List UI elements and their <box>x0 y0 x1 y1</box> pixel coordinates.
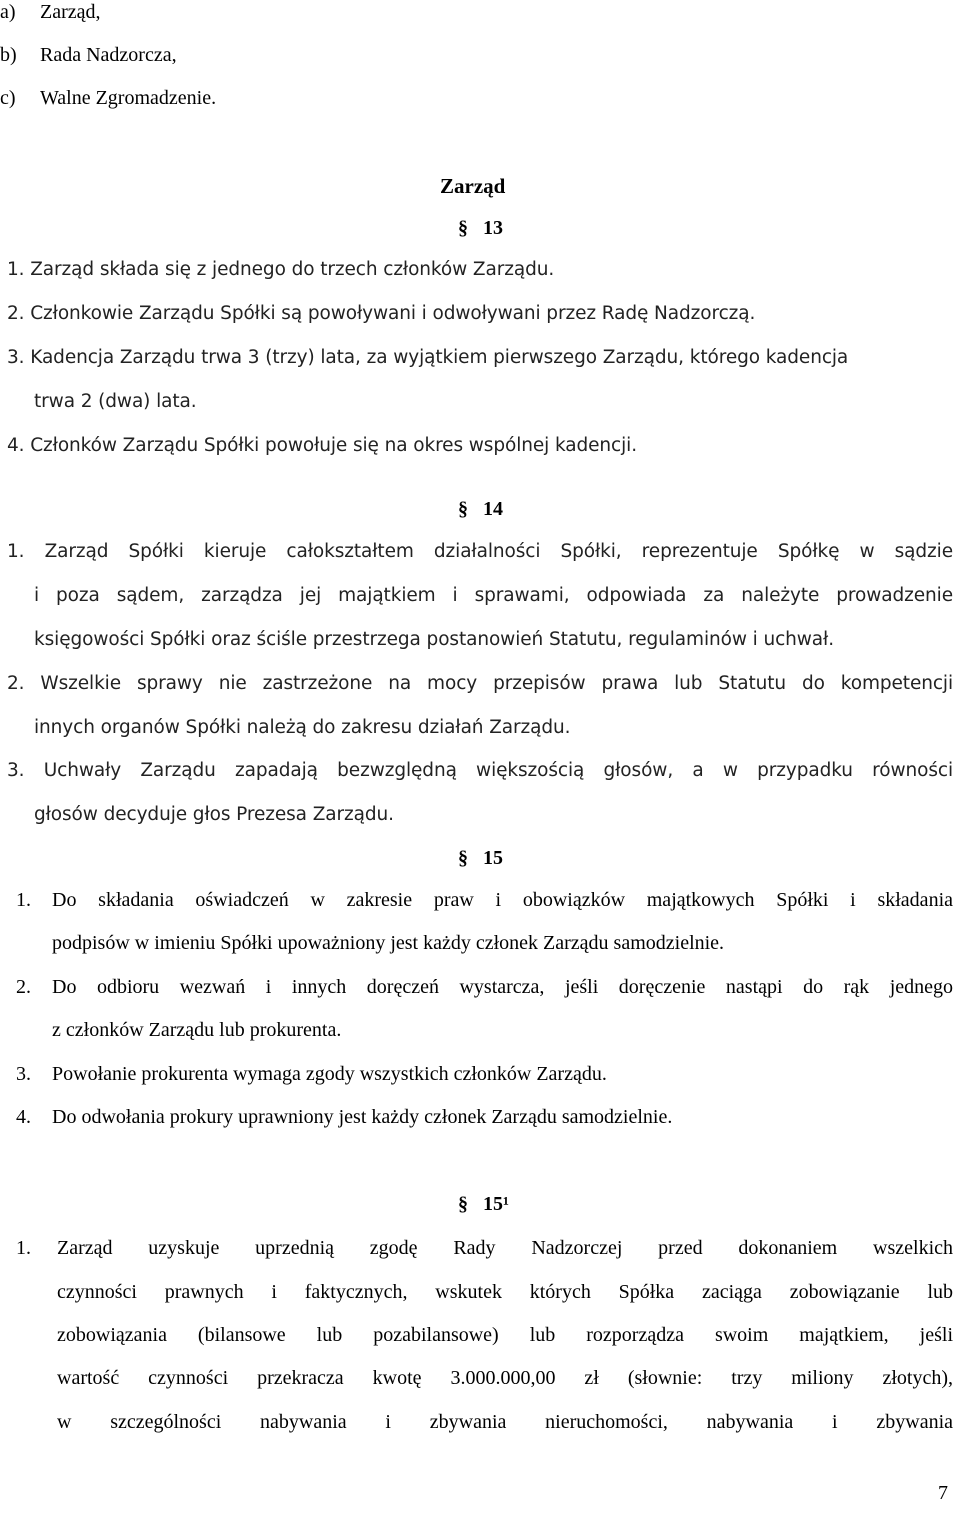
paragraph-line: zobowiązania (bilansowe lub pozabilansowe) lub rozporządza swoim majątkiem, jeśli <box>57 1324 953 1346</box>
paragraph-line: 3. Uchwały Zarządu zapadają bezwzględną większością głosów, a w przypadku równości <box>7 760 953 781</box>
paragraph-line: innych organów Spółki należą do zakresu działań Zarządu. <box>34 717 571 738</box>
organ-item-a <box>0 0 101 24</box>
paragraph-line: 1. Zarząd składa się z jednego do trzech członków Zarządu. <box>7 259 555 280</box>
list-item-text: Walne Zgromadzenie. <box>40 87 217 109</box>
list-marker: b) <box>0 44 17 66</box>
list-marker: 1. <box>16 1237 31 1259</box>
paragraph-line: Do odbioru wezwań i innych doręczeń wystarcza, jeśli doręczenie nastąpi do rąk jednego <box>52 976 953 998</box>
paragraph-line: Do odwołania prokury uprawniony jest każdy członek Zarządu samodzielnie. <box>52 1106 673 1128</box>
paragraph-line: czynności prawnych i faktycznych, wskutek których Spółka zaciąga zobowiązanie lub <box>57 1281 953 1303</box>
section-symbol: § <box>458 217 468 239</box>
section-symbol: § <box>458 1193 468 1215</box>
section-number-13 <box>458 216 503 240</box>
paragraph-line: Zarząd uzyskuje uprzednią zgodę Rady Nadzorczej przed dokonaniem wszelkich <box>57 1237 953 1259</box>
list-marker: c) <box>0 87 16 109</box>
list-marker: 1. <box>16 889 31 911</box>
list-marker: a) <box>0 1 16 23</box>
paragraph-line: 1. Zarząd Spółki kieruje całokształtem działalności Spółki, reprezentuje Spółkę w sądzie <box>7 541 953 562</box>
paragraph-line: 2. Wszelkie sprawy nie zastrzeżone na mocy przepisów prawa lub Statutu do kompetencji <box>7 673 953 694</box>
paragraph-line: głosów decyduje głos Prezesa Zarządu. <box>34 804 394 825</box>
paragraph-line: Powołanie prokurenta wymaga zgody wszystkich członków Zarządu. <box>52 1063 607 1085</box>
section-number: 13 <box>483 217 503 239</box>
section-number: 15¹ <box>483 1193 509 1215</box>
paragraph-line: wartość czynności przekracza kwotę 3.000.000,00 zł (słownie: trzy miliony złotych), <box>57 1367 953 1389</box>
paragraph-line: księgowości Spółki oraz ściśle przestrzega postanowień Statutu, regulaminów i uchwał. <box>34 629 834 650</box>
paragraph-line: 2. Członkowie Zarządu Spółki są powoływani i odwoływani przez Radę Nadzorczą. <box>7 303 756 324</box>
section-number-15-1 <box>458 1192 509 1216</box>
paragraph-line: 4. Członków Zarządu Spółki powołuje się na okres wspólnej kadencji. <box>7 435 637 456</box>
paragraph-line: podpisów w imieniu Spółki upoważniony jest każdy członek Zarządu samodzielnie. <box>52 932 725 954</box>
paragraph-line: 3. Kadencja Zarządu trwa 3 (trzy) lata, za wyjątkiem pierwszego Zarządu, którego kadencja <box>7 347 849 368</box>
paragraph-line: i poza sądem, zarządza jej majątkiem i sprawami, odpowiada za należyte prowadzenie <box>34 585 953 606</box>
list-marker: 4. <box>16 1106 31 1128</box>
list-item-text: Rada Nadzorcza, <box>40 44 177 66</box>
organ-item-c <box>0 86 217 110</box>
page-number: 7 <box>938 1482 948 1504</box>
section-number-15 <box>458 846 503 870</box>
section-number: 14 <box>483 498 503 520</box>
section-symbol: § <box>458 847 468 869</box>
section-symbol: § <box>458 498 468 520</box>
list-marker: 3. <box>16 1063 31 1085</box>
paragraph-line: z członków Zarządu lub prokurenta. <box>52 1019 342 1041</box>
list-item-text: Zarząd, <box>40 1 101 23</box>
paragraph-line: w szczególności nabywania i zbywania nieruchomości, nabywania i zbywania <box>57 1411 953 1433</box>
paragraph-line: trwa 2 (dwa) lata. <box>34 391 197 412</box>
paragraph-line: Do składania oświadczeń w zakresie praw i obowiązków majątkowych Spółki i składania <box>52 889 953 911</box>
section-number-14 <box>458 497 503 521</box>
organ-item-b <box>0 43 177 67</box>
list-marker: 2. <box>16 976 31 998</box>
section-heading: Zarząd <box>440 174 506 198</box>
section-number: 15 <box>483 847 503 869</box>
